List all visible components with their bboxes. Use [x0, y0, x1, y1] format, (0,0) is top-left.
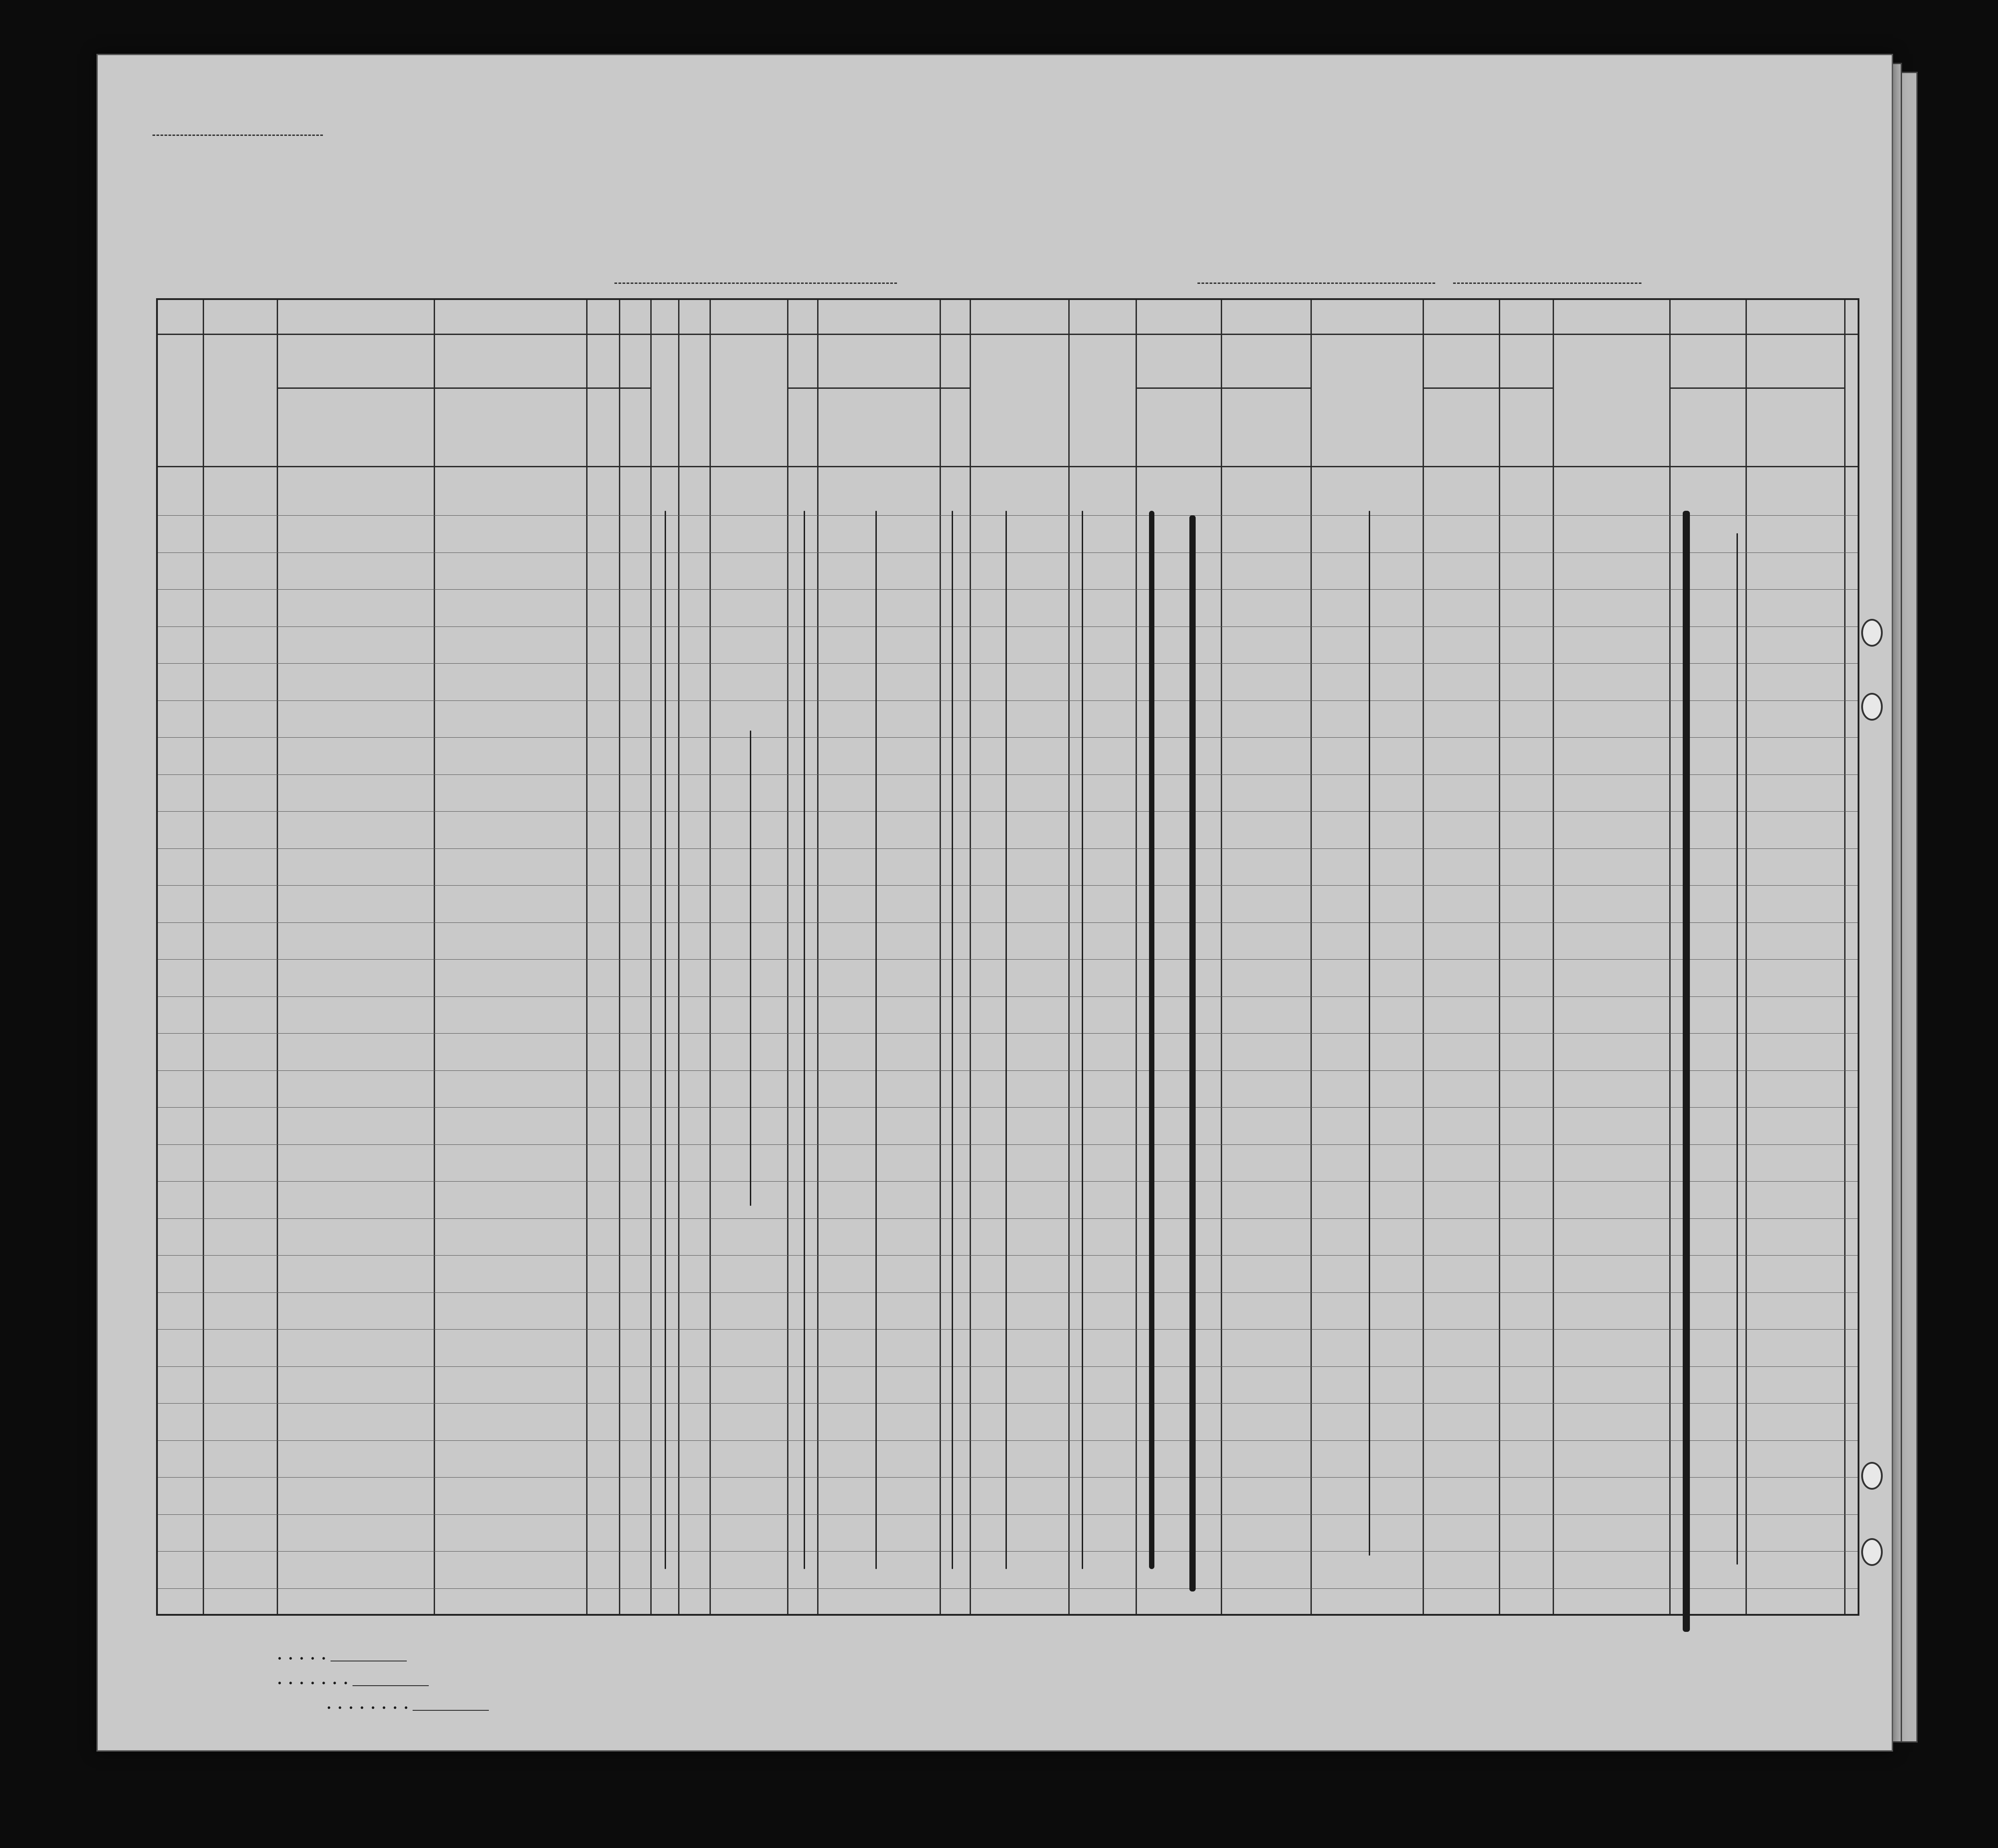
row-rule	[158, 1070, 1858, 1071]
ditto-mark	[952, 511, 953, 1569]
passenger-row	[158, 1265, 1858, 1292]
passenger-row	[158, 1524, 1858, 1551]
ditto-mark	[1683, 511, 1690, 1632]
binder-hole	[1861, 693, 1883, 721]
row-rule	[158, 515, 1858, 516]
row-rule	[158, 1292, 1858, 1293]
passenger-row	[158, 674, 1858, 700]
passenger-row	[158, 1080, 1858, 1107]
row-rule	[158, 1588, 1858, 1589]
row-rule	[158, 552, 1858, 553]
grid-header-rule	[158, 334, 1858, 335]
passenger-row	[158, 822, 1858, 848]
passenger-row	[158, 784, 1858, 811]
us-citizens-label: • • • • • • •	[278, 1678, 429, 1689]
passenger-row	[158, 636, 1858, 663]
passenger-row	[158, 488, 1858, 515]
ditto-mark	[665, 511, 666, 1569]
row-rule	[158, 1551, 1858, 1552]
passenger-row	[158, 526, 1858, 552]
ditto-mark	[1189, 515, 1196, 1591]
passenger-row	[158, 710, 1858, 737]
row-rule	[158, 1403, 1858, 1404]
row-rule	[158, 1329, 1858, 1330]
row-rule	[158, 922, 1858, 923]
passenger-row	[158, 1339, 1858, 1366]
list-line	[152, 135, 323, 136]
row-rule	[158, 626, 1858, 627]
port-line	[1197, 283, 1435, 284]
passenger-grid	[156, 298, 1859, 1616]
passenger-row	[158, 1487, 1858, 1514]
passenger-row	[158, 1191, 1858, 1218]
passenger-row	[158, 1302, 1858, 1329]
passenger-row	[158, 1413, 1858, 1440]
row-rule	[158, 1255, 1858, 1256]
row-rule	[158, 848, 1858, 849]
ditto-mark	[750, 731, 751, 1206]
passenger-row	[158, 600, 1858, 626]
row-rule	[158, 663, 1858, 664]
passenger-row	[158, 1044, 1858, 1070]
aliens-label: • • • • • • • •	[327, 1703, 489, 1713]
row-rule	[158, 885, 1858, 886]
ship-line	[614, 283, 897, 284]
passenger-row	[158, 1154, 1858, 1181]
passenger-row	[158, 1228, 1858, 1255]
passenger-row	[158, 970, 1858, 996]
row-rule	[158, 996, 1858, 997]
row-rule	[158, 1477, 1858, 1478]
grid-subheader-rule	[277, 387, 650, 389]
passenger-row	[158, 932, 1858, 959]
row-rule	[158, 1440, 1858, 1441]
passenger-row	[158, 1450, 1858, 1477]
row-rule	[158, 811, 1858, 812]
ditto-mark	[1369, 511, 1370, 1556]
ditto-mark	[1006, 511, 1007, 1569]
grid-subheader-rule	[1136, 387, 1310, 389]
voyage-line	[556, 251, 1857, 287]
row-rule	[158, 959, 1858, 960]
row-rule	[158, 1181, 1858, 1182]
binder-hole	[1861, 619, 1883, 647]
passenger-row	[158, 748, 1858, 774]
passenger-row	[158, 562, 1858, 589]
grid-header-rule	[158, 466, 1858, 467]
row-rule	[158, 1033, 1858, 1034]
grid-subheader-rule	[1423, 387, 1553, 389]
ditto-mark	[804, 511, 805, 1569]
ditto-mark	[1082, 511, 1083, 1569]
total-passengers-label: • • • • •	[278, 1654, 407, 1664]
row-rule	[158, 1107, 1858, 1108]
row-rule	[158, 700, 1858, 701]
binder-hole	[1861, 1538, 1883, 1566]
passenger-row	[158, 1117, 1858, 1144]
passenger-row	[158, 1006, 1858, 1033]
passenger-row	[158, 1376, 1858, 1403]
grid-subheader-rule	[1669, 387, 1844, 389]
row-rule	[158, 737, 1858, 738]
row-rule	[158, 774, 1858, 775]
row-rule	[158, 1366, 1858, 1367]
ditto-mark	[1149, 511, 1154, 1569]
row-rule	[158, 1144, 1858, 1145]
binder-hole	[1861, 1462, 1883, 1490]
date-line	[1453, 283, 1641, 284]
grid-subheader-rule	[787, 387, 970, 389]
passenger-row	[158, 1561, 1858, 1588]
ditto-mark	[875, 511, 877, 1569]
row-rule	[158, 1514, 1858, 1515]
row-rule	[158, 589, 1858, 590]
ditto-mark	[1737, 533, 1738, 1565]
passenger-row	[158, 896, 1858, 922]
row-rule	[158, 1218, 1858, 1219]
passenger-row	[158, 858, 1858, 885]
